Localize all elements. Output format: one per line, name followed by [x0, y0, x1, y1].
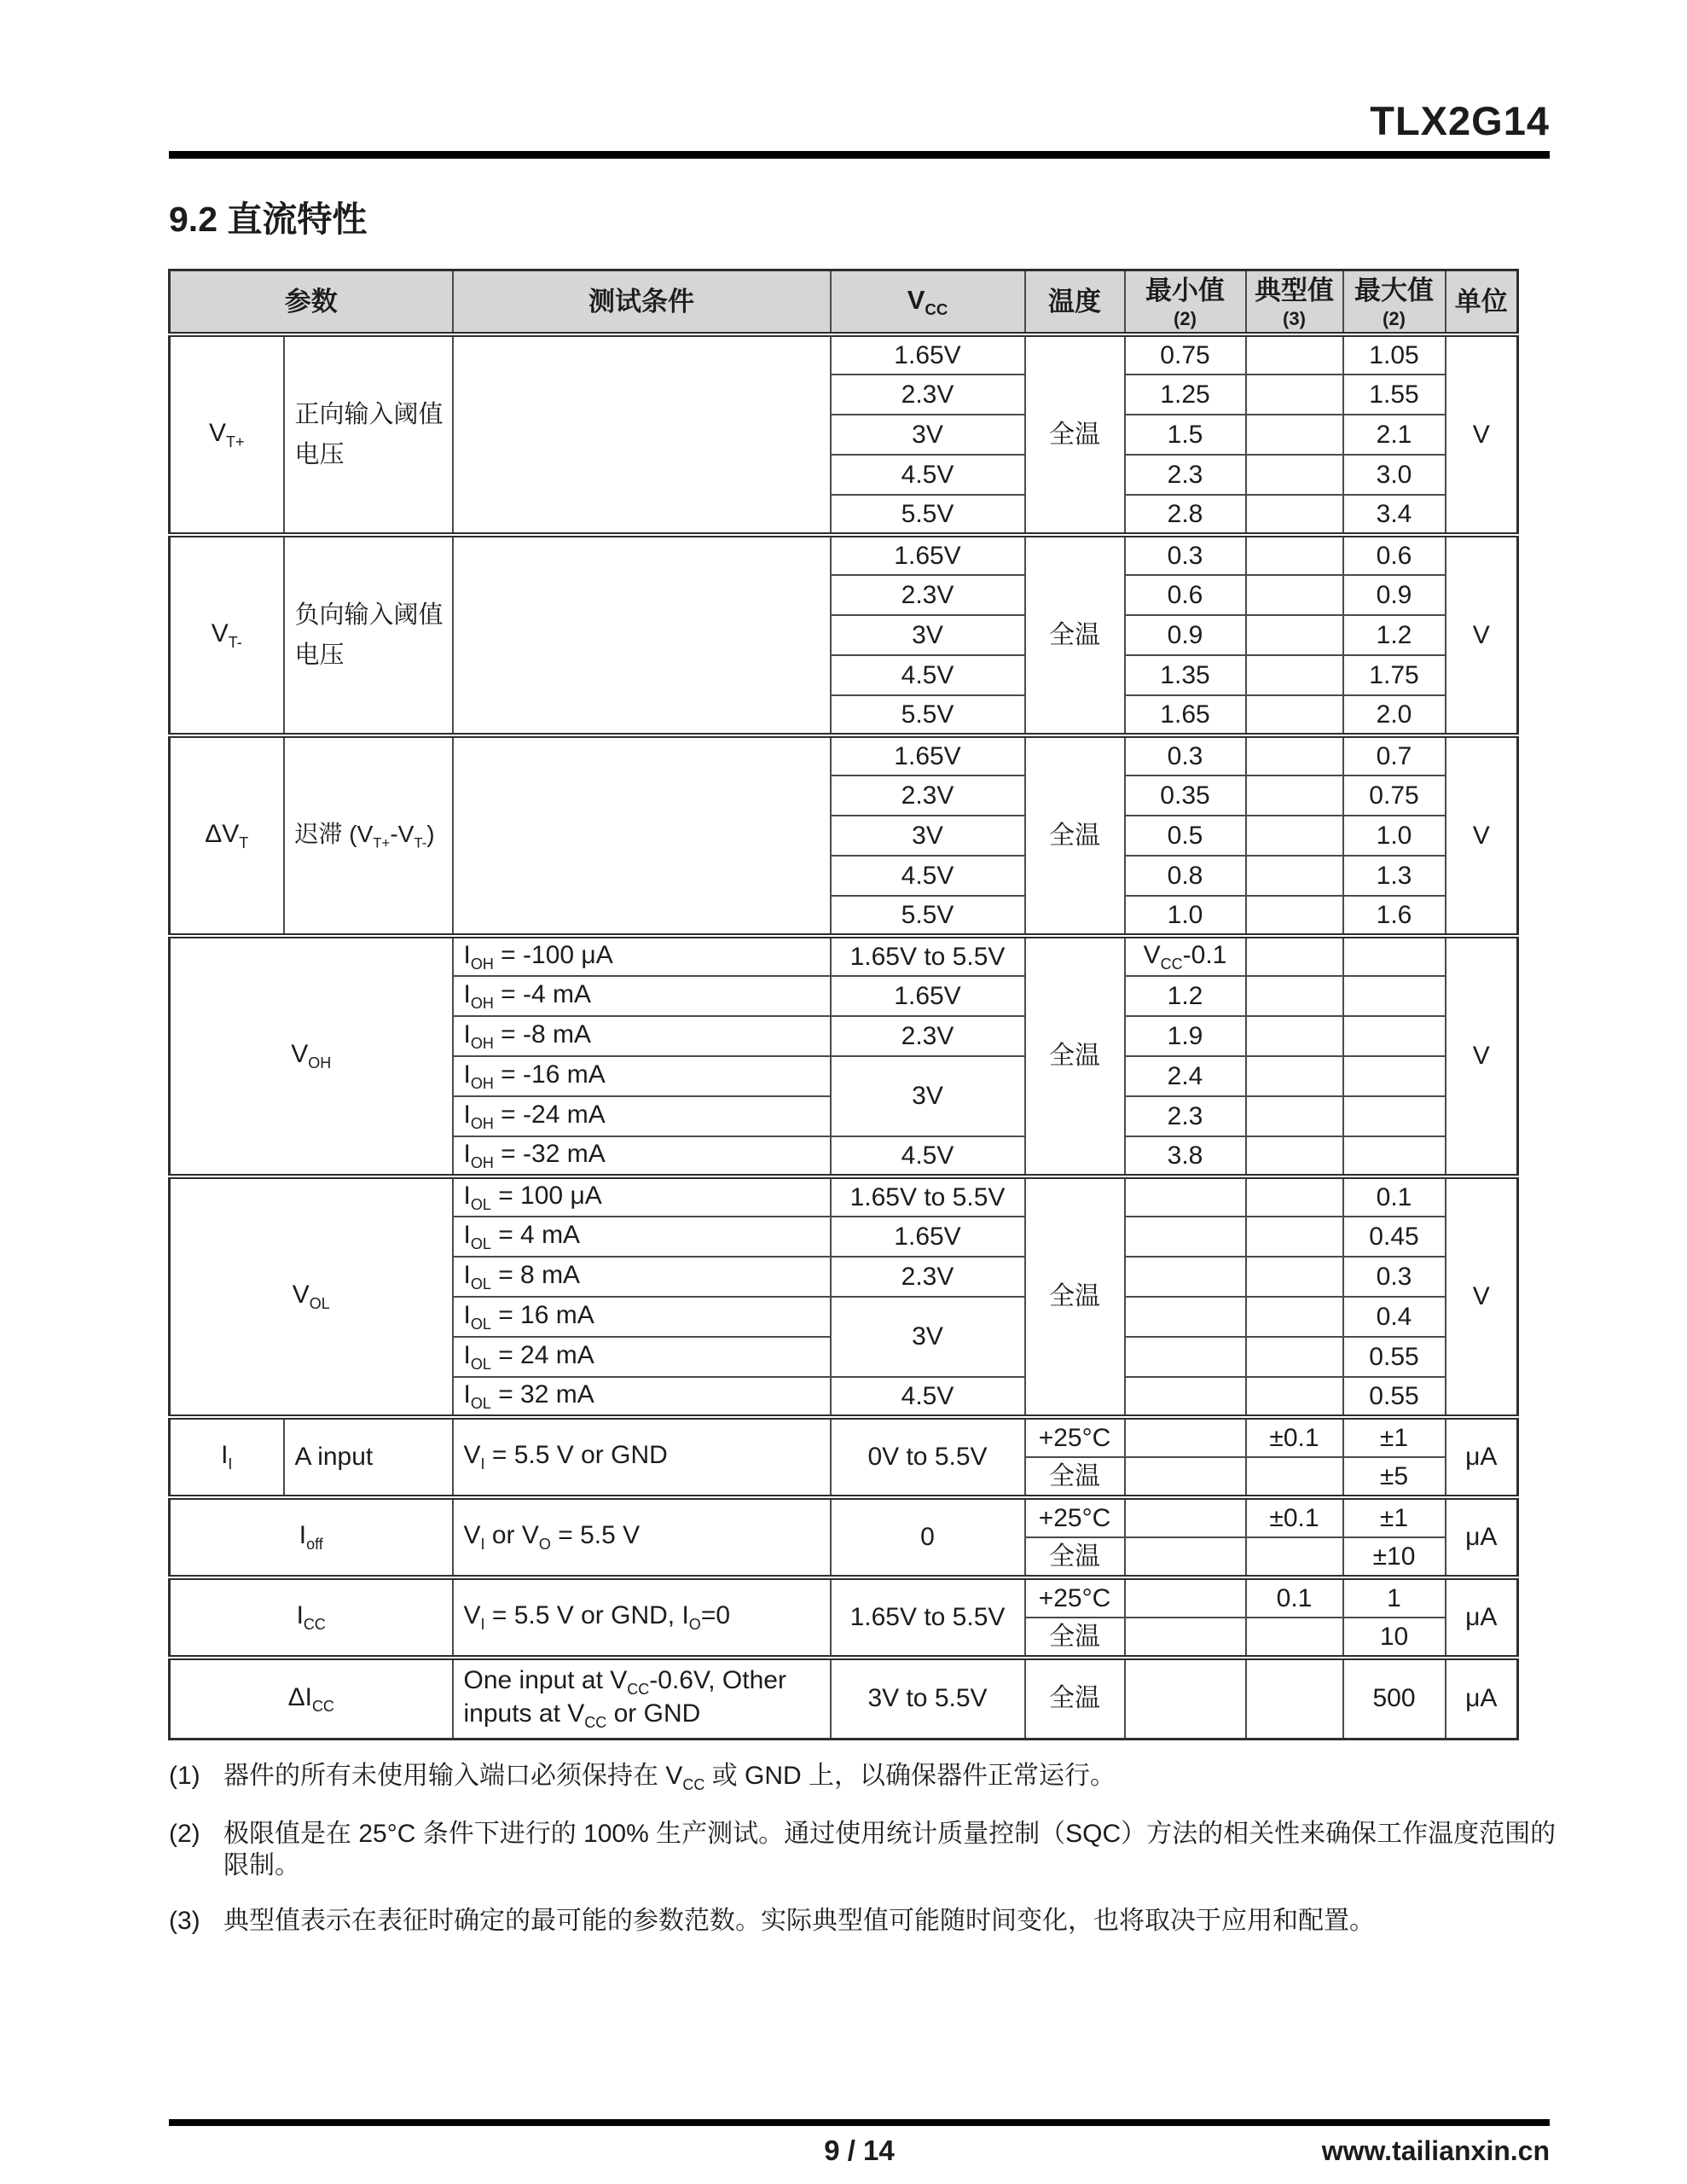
cell-vcc: 1.65V to 5.5V — [831, 1577, 1025, 1658]
cell-test-condition: $I_{OL} = 16$ mA — [453, 1297, 831, 1337]
cell-temp: +25°C — [1025, 1417, 1125, 1457]
cell-test-condition: $I_{OH} = -100$ μA — [453, 936, 831, 976]
cell-unit: V — [1446, 334, 1518, 535]
cell-max: ±10 — [1343, 1537, 1446, 1577]
cell-min: 3.8 — [1125, 1136, 1246, 1176]
cell-temp: 全温 — [1025, 535, 1125, 735]
cell-temp: 全温 — [1025, 334, 1125, 535]
cell-param-symbol: $I_I$ — [170, 1417, 284, 1497]
cell-max: 0.9 — [1343, 575, 1446, 615]
cell-vcc: 3V — [831, 1297, 1025, 1377]
cell-min: 0.9 — [1125, 615, 1246, 655]
footnote-number: (3) — [169, 1906, 200, 1935]
cell-typ-empty — [1246, 1217, 1343, 1257]
cell-typ-empty — [1246, 775, 1343, 816]
header-param: 参数 — [170, 270, 453, 335]
cell-max: ±1 — [1343, 1497, 1446, 1537]
cell-typ-empty — [1246, 1257, 1343, 1297]
cell-max: 0.55 — [1343, 1337, 1446, 1377]
cell-typ-empty — [1246, 1457, 1343, 1497]
cell-min: 1.9 — [1125, 1016, 1246, 1056]
table-row — [170, 1658, 1518, 1739]
cell-vcc: 3V — [831, 816, 1025, 856]
header-vcc: $V_{CC}$ — [831, 270, 1025, 335]
table-row — [170, 1577, 1518, 1618]
footnote-number: (2) — [169, 1819, 200, 1848]
cell-max-empty — [1343, 1056, 1446, 1096]
cell-typ-empty — [1246, 1658, 1343, 1739]
cell-max: 0.55 — [1343, 1377, 1446, 1417]
cell-typ-empty — [1246, 615, 1343, 655]
cell-unit: V — [1446, 936, 1518, 1176]
cell-temp: 全温 — [1025, 735, 1125, 936]
cell-test-condition: $I_{OL} = 8$ mA — [453, 1257, 831, 1297]
cell-temp: 全温 — [1025, 1618, 1125, 1658]
cell-typ: ±0.1 — [1246, 1497, 1343, 1537]
cell-typ: ±0.1 — [1246, 1417, 1343, 1457]
cell-min: 0.75 — [1125, 334, 1246, 375]
table-row — [170, 1417, 1518, 1457]
footnote-number: (1) — [169, 1762, 200, 1790]
cell-test-condition: $V_I = 5.5$ V or GND, $I_O=0$ — [453, 1577, 831, 1658]
cell-max: 2.1 — [1343, 415, 1446, 455]
cell-typ-empty — [1246, 1537, 1343, 1577]
cell-vcc: 1.65V — [831, 334, 1025, 375]
cell-param-symbol: $I_{CC}$ — [170, 1577, 453, 1658]
cell-min: 0.3 — [1125, 735, 1246, 775]
cell-vcc: 1.65V to 5.5V — [831, 1176, 1025, 1217]
cell-vcc: 1.65V — [831, 535, 1025, 575]
cell-vcc: 4.5V — [831, 1377, 1025, 1417]
cell-vcc: 4.5V — [831, 655, 1025, 695]
cell-param-desc: 迟滞 $(V_{T+}-V_{T-})$ — [284, 735, 453, 936]
cell-max-empty — [1343, 1096, 1446, 1136]
cell-typ-empty — [1246, 735, 1343, 775]
cell-min: 0.3 — [1125, 535, 1246, 575]
table-row — [170, 1176, 1518, 1217]
cell-min-empty — [1125, 1417, 1246, 1457]
cell-max: 2.0 — [1343, 695, 1446, 735]
cell-max: 0.75 — [1343, 775, 1446, 816]
cell-vcc: 3V — [831, 1056, 1025, 1136]
table-row — [170, 936, 1518, 976]
cell-max: 1.0 — [1343, 816, 1446, 856]
document-title: TLX2G14 — [1370, 98, 1550, 143]
cell-min-empty — [1125, 1217, 1246, 1257]
table-row — [170, 334, 1518, 375]
cell-vcc: 4.5V — [831, 1136, 1025, 1176]
cell-max: 0.3 — [1343, 1257, 1446, 1297]
cell-vcc: 2.3V — [831, 375, 1025, 415]
cell-test-condition-empty — [453, 535, 831, 735]
cell-typ-empty — [1246, 695, 1343, 735]
header-min — [1125, 270, 1246, 335]
cell-vcc: 5.5V — [831, 896, 1025, 936]
cell-min: 2.3 — [1125, 1096, 1246, 1136]
cell-unit: μA — [1446, 1417, 1518, 1497]
cell-min: 2.3 — [1125, 455, 1246, 495]
cell-max: 0.1 — [1343, 1176, 1446, 1217]
header-temp: 温度 — [1025, 270, 1125, 335]
cell-typ-empty — [1246, 1377, 1343, 1417]
cell-typ-empty — [1246, 455, 1343, 495]
cell-param-symbol: $\Delta I_{CC}$ — [170, 1658, 453, 1739]
cell-min-empty — [1125, 1297, 1246, 1337]
cell-min-empty — [1125, 1257, 1246, 1297]
cell-min: 0.5 — [1125, 816, 1246, 856]
footnotes — [169, 1760, 1568, 1960]
cell-vcc: 1.65V — [831, 1217, 1025, 1257]
cell-max: 0.4 — [1343, 1297, 1446, 1337]
header-max — [1343, 270, 1446, 335]
cell-typ-empty — [1246, 1337, 1343, 1377]
cell-test-condition: $I_{OH} = -4$ mA — [453, 976, 831, 1016]
header-unit: 单位 — [1446, 270, 1518, 335]
cell-typ-empty — [1246, 415, 1343, 455]
cell-vcc: 2.3V — [831, 1016, 1025, 1056]
cell-max: 500 — [1343, 1658, 1446, 1739]
cell-unit: μA — [1446, 1577, 1518, 1658]
cell-typ-empty — [1246, 1056, 1343, 1096]
cell-typ-empty — [1246, 375, 1343, 415]
cell-min: 2.8 — [1125, 495, 1246, 535]
header-min-label: 最小值 — [1145, 276, 1225, 305]
footnote — [169, 1818, 1568, 1882]
footnote-text: 典型值表示在表征时确定的最可能的参数范数。实际典型值可能随时间变化，也将取决于应用和配置。 — [223, 1906, 1375, 1935]
cell-typ-empty — [1246, 535, 1343, 575]
cell-param-symbol: $V_{OL}$ — [170, 1176, 453, 1417]
header-typ-note: (3) — [1283, 308, 1306, 330]
cell-test-condition: $I_{OL} = 32$ mA — [453, 1377, 831, 1417]
cell-max: 1.6 — [1343, 896, 1446, 936]
cell-min-empty — [1125, 1457, 1246, 1497]
table-row — [170, 1497, 1518, 1537]
cell-param-symbol: $\Delta V_T$ — [170, 735, 284, 936]
cell-vcc: 1.65V to 5.5V — [831, 936, 1025, 976]
cell-test-condition: $V_I = 5.5$ V or GND — [453, 1417, 831, 1497]
table-row — [170, 535, 1518, 575]
cell-min: 1.5 — [1125, 415, 1246, 455]
cell-typ-empty — [1246, 976, 1343, 1016]
cell-temp: 全温 — [1025, 1457, 1125, 1497]
cell-param-symbol: $I_{off}$ — [170, 1497, 453, 1577]
cell-typ-empty — [1246, 1096, 1343, 1136]
cell-min: 1.25 — [1125, 375, 1246, 415]
cell-min: 0.8 — [1125, 856, 1246, 896]
header-min-note: (2) — [1174, 308, 1197, 330]
cell-min-empty — [1125, 1377, 1246, 1417]
cell-test-condition: $I_{OH} = -24$ mA — [453, 1096, 831, 1136]
cell-typ-empty — [1246, 936, 1343, 976]
page-footer — [169, 2135, 1550, 2177]
website-link: www.tailianxin.cn — [1321, 2135, 1550, 2166]
cell-min-empty — [1125, 1176, 1246, 1217]
cell-vcc: 2.3V — [831, 1257, 1025, 1297]
cell-vcc: 4.5V — [831, 455, 1025, 495]
cell-min-empty — [1125, 1658, 1246, 1739]
cell-typ-empty — [1246, 334, 1343, 375]
cell-min: 1.2 — [1125, 976, 1246, 1016]
cell-typ-empty — [1246, 655, 1343, 695]
cell-typ-empty — [1246, 575, 1343, 615]
cell-test-condition: $I_{OL} = 24$ mA — [453, 1337, 831, 1377]
cell-min: 1.65 — [1125, 695, 1246, 735]
cell-min: 0.35 — [1125, 775, 1246, 816]
cell-typ-empty — [1246, 1297, 1343, 1337]
cell-max: 0.45 — [1343, 1217, 1446, 1257]
cell-temp: 全温 — [1025, 1537, 1125, 1577]
cell-typ-empty — [1246, 1136, 1343, 1176]
cell-max-empty — [1343, 976, 1446, 1016]
cell-min-empty — [1125, 1537, 1246, 1577]
cell-min: $V_{CC}-0.1$ — [1125, 936, 1246, 976]
cell-test-condition: $I_{OH} = -16$ mA — [453, 1056, 831, 1096]
cell-vcc: 0 — [831, 1497, 1025, 1577]
cell-max: 3.0 — [1343, 455, 1446, 495]
cell-max-empty — [1343, 1136, 1446, 1176]
cell-unit: V — [1446, 535, 1518, 735]
cell-typ-empty — [1246, 1016, 1343, 1056]
cell-temp: +25°C — [1025, 1577, 1125, 1618]
header-typ-label: 典型值 — [1255, 276, 1334, 305]
cell-unit: V — [1446, 1176, 1518, 1417]
cell-test-condition: $I_{OL} = 4$ mA — [453, 1217, 831, 1257]
cell-temp: 全温 — [1025, 936, 1125, 1176]
cell-vcc: 0V to 5.5V — [831, 1417, 1025, 1497]
cell-max: 1 — [1343, 1577, 1446, 1618]
cell-param-symbol: $V_{T-}$ — [170, 535, 284, 735]
footnote-text: 器件的所有未使用输入端口必须保持在 $V_{CC}$ 或 GND 上，以确保器件正常运行。 — [223, 1762, 1116, 1793]
cell-vcc: 3V to 5.5V — [831, 1658, 1025, 1739]
cell-min: 1.35 — [1125, 655, 1246, 695]
cell-typ-empty — [1246, 495, 1343, 535]
cell-param-desc: 负向输入阈值电压 — [284, 535, 453, 735]
cell-typ: 0.1 — [1246, 1577, 1343, 1618]
cell-test-condition: $V_I$ or $V_O = 5.5$ V — [453, 1497, 831, 1577]
cell-max: ±1 — [1343, 1417, 1446, 1457]
cell-max-empty — [1343, 936, 1446, 976]
cell-vcc: 3V — [831, 615, 1025, 655]
cell-vcc: 2.3V — [831, 575, 1025, 615]
cell-max: 1.3 — [1343, 856, 1446, 896]
cell-max-empty — [1343, 1016, 1446, 1056]
cell-max: 10 — [1343, 1618, 1446, 1658]
cell-vcc: 5.5V — [831, 695, 1025, 735]
header-max-label: 最大值 — [1354, 276, 1434, 305]
cell-test-condition-empty — [453, 334, 831, 535]
cell-min-empty — [1125, 1618, 1246, 1658]
cell-max: 0.6 — [1343, 535, 1446, 575]
cell-max: 1.05 — [1343, 334, 1446, 375]
table-header-row — [170, 270, 1518, 335]
cell-temp: 全温 — [1025, 1658, 1125, 1739]
cell-min-empty — [1125, 1497, 1246, 1537]
cell-vcc: 5.5V — [831, 495, 1025, 535]
table-row — [170, 735, 1518, 775]
cell-param-symbol: $V_{T+}$ — [170, 334, 284, 535]
cell-param-symbol: $V_{OH}$ — [170, 936, 453, 1176]
cell-temp: 全温 — [1025, 1176, 1125, 1417]
footnote — [169, 1905, 1568, 1937]
cell-typ-empty — [1246, 1618, 1343, 1658]
cell-max: 0.7 — [1343, 735, 1446, 775]
cell-min: 1.0 — [1125, 896, 1246, 936]
cell-temp: +25°C — [1025, 1497, 1125, 1537]
page-number: 9 / 14 — [824, 2135, 895, 2166]
cell-max: 1.75 — [1343, 655, 1446, 695]
cell-max: 1.55 — [1343, 375, 1446, 415]
footnote-text: 极限值是在 25°C 条件下进行的 100% 生产测试。通过使用统计质量控制（SQC）方法的相关性来确保工作温度范围的限制。 — [223, 1819, 1557, 1879]
cell-vcc: 1.65V — [831, 976, 1025, 1016]
cell-max: 1.2 — [1343, 615, 1446, 655]
header-rule — [169, 151, 1550, 159]
cell-test-condition: $I_{OH} = -8$ mA — [453, 1016, 831, 1056]
cell-vcc: 1.65V — [831, 735, 1025, 775]
cell-vcc: 2.3V — [831, 775, 1025, 816]
cell-unit: μA — [1446, 1497, 1518, 1577]
cell-min: 2.4 — [1125, 1056, 1246, 1096]
dc-characteristics-table — [168, 269, 1519, 1740]
cell-vcc: 3V — [831, 415, 1025, 455]
cell-param-desc: A input — [284, 1417, 453, 1497]
section-title: 9.2 直流特性 — [169, 200, 368, 239]
cell-min-empty — [1125, 1577, 1246, 1618]
header-typ — [1246, 270, 1343, 335]
cell-param-desc: 正向输入阈值电压 — [284, 334, 453, 535]
cell-typ-empty — [1246, 816, 1343, 856]
cell-test-condition: $I_{OL} = 100$ μA — [453, 1176, 831, 1217]
cell-test-condition-empty — [453, 735, 831, 936]
cell-unit: V — [1446, 735, 1518, 936]
footnote — [169, 1760, 1568, 1795]
footer-rule — [169, 2119, 1550, 2126]
cell-test-condition: $I_{OH} = -32$ mA — [453, 1136, 831, 1176]
cell-min: 0.6 — [1125, 575, 1246, 615]
cell-unit: μA — [1446, 1658, 1518, 1739]
cell-max: ±5 — [1343, 1457, 1446, 1497]
header-test-condition: 测试条件 — [453, 270, 831, 335]
cell-vcc: 4.5V — [831, 856, 1025, 896]
cell-typ-empty — [1246, 896, 1343, 936]
cell-max: 3.4 — [1343, 495, 1446, 535]
cell-test-condition: One input at $V_{CC}-0.6V$, Other inputs at $V_{CC}$ or GND — [453, 1658, 831, 1739]
cell-typ-empty — [1246, 856, 1343, 896]
cell-min-empty — [1125, 1337, 1246, 1377]
header-max-note: (2) — [1383, 308, 1406, 330]
cell-typ-empty — [1246, 1176, 1343, 1217]
